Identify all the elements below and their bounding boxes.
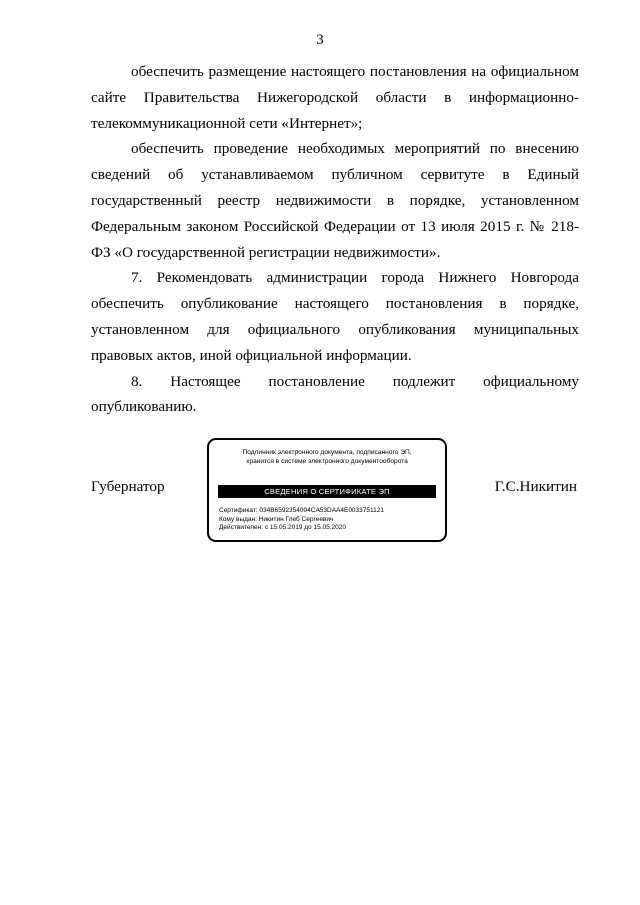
certificate-owner: Кому выдан: Никитин Глеб Сергеевич (219, 515, 334, 523)
paragraph: 8. Настоящее постановление подлежит официальному опубликованию. (91, 372, 579, 416)
signature-block (0, 438, 640, 548)
stamp-header: СВЕДЕНИЯ О СЕРТИФИКАТЕ ЭП (218, 485, 436, 498)
stamp-note-line: хранится в системе электронного документооборота (246, 457, 408, 465)
stamp-note (217, 449, 437, 466)
page-number: 3 (316, 32, 324, 48)
document-body (91, 59, 579, 420)
paragraph: 7. Рекомендовать администрации города Нижнего Новгорода обеспечить опубликование настоящего постановления в порядке, установленном для официального опубликования муниципальных правовых актов, иной официальной информации. (91, 269, 579, 364)
signatory-name: Г.С.Никитин (494, 478, 577, 495)
signatory-title: Губернатор (91, 478, 165, 495)
stamp-note-line: Подлинник электронного документа, подписанного ЭП, (242, 449, 412, 456)
paragraph: обеспечить проведение необходимых мероприятий по внесению сведений об устанавливаемом публичном сервитуте в Единый государственный реестр недвижимости в порядке, установленном Федеральным законом Российской Федерации от 13 июля 2015 г. № 218-ФЗ «О государственной регистрации недвижимости». (91, 140, 579, 261)
certificate-number: Сертификат: 034B6592354004CA53DAA4E0033751121 (219, 507, 384, 514)
paragraph: обеспечить размещение настоящего постановления на официальном сайте Правительства Нижегородской области в информационно-телекоммуникационной сети «Интернет»; (91, 63, 579, 132)
certificate-validity: Действителен: с 15.05.2019 до 15.05.2020 (219, 524, 347, 532)
certificate-details (219, 507, 437, 533)
e-signature-stamp (207, 438, 447, 542)
